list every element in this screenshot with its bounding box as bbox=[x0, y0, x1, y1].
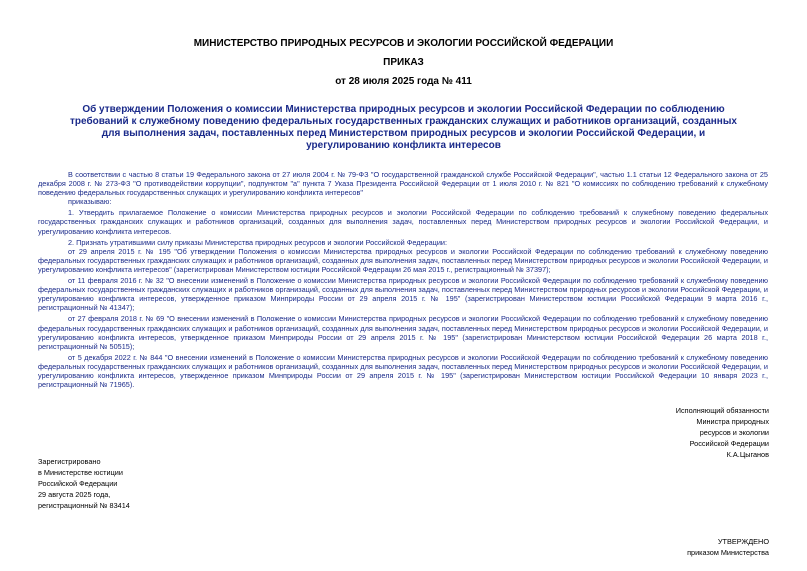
doc-type-title: ПРИКАЗ bbox=[383, 57, 424, 68]
item-1: 1. Утвердить прилагаемое Положение о комиссии Министерства природных ресурсов и экологии Российской Федерации по соблюдению требований к служебному поведению федеральных государственных гражданских служащих и работников организаций, созданных для выполнения задач, поставленных перед Министерством природных ресурсов и экологии Российской Федерации, и урегулированию конфликта интересов. bbox=[38, 208, 768, 236]
repeal-note-3: (зарегистрирован Министерством юстиции Российской Федерации 26 марта 2018 г., регистрационный № 50515); bbox=[38, 332, 768, 351]
registration-line: в Министерстве юстиции bbox=[38, 468, 123, 477]
signature-line: Министра природных bbox=[696, 417, 769, 426]
order-body bbox=[38, 170, 768, 389]
approved-line: приказом Министерства bbox=[687, 548, 769, 557]
repeal-link-3[interactable]: от 27 февраля 2018 г. № 69 "О внесении изменений в Положение о комиссии Министерства природных ресурсов и экологии Российской Федерации по соблюдению требований к служебному поведению федеральных государственных гражданских служащих и работников организаций, созданных для выполнения задач, поставленных перед Министерством природных ресурсов и экологии Российской Федерации, и урегулированию конфликта интересов, утвержденное приказом Минприроды России от 29 апреля 2015 г. № 195" bbox=[38, 314, 768, 342]
signature-block bbox=[676, 405, 769, 460]
signature-line: Российской Федерации bbox=[689, 439, 769, 448]
intro-paragraph: В соответствии с частью 8 статьи 19 Федерального закона от 27 июля 2004 г. № 79-ФЗ "О государственной гражданской службе Российской Федерации", частью 1.1 статьи 12 Федерального закона от 25 декабря 2008 г. № 273-ФЗ "О противодействии коррупции", подпунктом "а" пункта 7 Указа Президента Российской Федерации от 1 июля 2010 г. № 821 "О комиссиях по соблюдению требований к служебному поведению федеральных государственных служащих и урегулированию конфликта интересов" bbox=[38, 170, 768, 198]
order-date-number: от 28 июля 2025 года № 411 bbox=[335, 76, 472, 87]
repeal-item-1 bbox=[38, 247, 768, 274]
item-2: 2. Признать утратившими силу приказы Министерства природных ресурсов и экологии Российской Федерации: bbox=[68, 237, 448, 247]
registration-line: Зарегистрировано bbox=[38, 457, 101, 466]
registration-block bbox=[38, 456, 130, 511]
repeal-link-1[interactable]: от 29 апреля 2015 г. № 195 "Об утверждении Положения о комиссии Министерства природных ресурсов и экологии Российской Федерации по соблюдению требований к служебному поведению федеральных государственных гражданских служащих и работников организаций, созданных для выполнения задач, поставленных перед Министерством природных ресурсов и экологии Российской Федерации, и урегулированию конфликта интересов" bbox=[38, 246, 768, 274]
registration-line: регистрационный № 83414 bbox=[38, 501, 130, 510]
approved-block bbox=[687, 536, 769, 558]
repeal-link-4[interactable]: от 5 декабря 2022 г. № 844 "О внесении изменений в Положение о комиссии Министерства природных ресурсов и экологии Российской Федерации по соблюдению требований к служебному поведению федеральных государственных гражданских служащих и работников организаций, созданных для выполнения задач, поставленных перед Министерством природных ресурсов и экологии Российской Федерации, и урегулированию конфликта интересов, утвержденное приказом Минприроды России от 29 апреля 2015 г. № 195" bbox=[38, 352, 768, 380]
repeal-note-2: (зарегистрирован Министерством юстиции Российской Федерации 9 марта 2016 г., регистрационный № 41347); bbox=[38, 294, 768, 313]
repeal-item-3 bbox=[38, 314, 768, 350]
ministry-name: МИНИСТЕРСТВО ПРИРОДНЫХ РЕСУРСОВ И ЭКОЛОГИИ РОССИЙСКОЙ ФЕДЕРАЦИИ bbox=[193, 38, 614, 49]
order-subject bbox=[70, 104, 737, 152]
repeal-link-2[interactable]: от 11 февраля 2016 г. № 32 "О внесении изменений в Положение о комиссии Министерства природных ресурсов и экологии Российской Федерации по соблюдению требований к служебному поведению федеральных государственных гражданских служащих и работников организаций, созданных для выполнения задач, поставленных перед Министерством природных ресурсов и экологии Российской Федерации, и урегулированию конфликта интересов, утвержденное приказом Минприроды России от 29 апреля 2015 г. № 195" bbox=[38, 276, 768, 304]
subject-link[interactable]: Положения о комиссии Министерства природных ресурсов и экологии Российской Федерации по соблюдению требований к служебному поведению федеральных государственных гражданских служащих и работников организаций, созданных для выполнения задач, поставленных перед Министерством природных ресурсов и экологии Российской Федерации, и урегулированию конфликта интересов bbox=[70, 104, 737, 151]
signatory-name: К.А.Цыганов bbox=[726, 450, 769, 459]
subject-prefix: Об утверждении bbox=[82, 104, 168, 115]
repeal-item-4 bbox=[38, 353, 768, 389]
approved-line: УТВЕРЖДЕНО bbox=[717, 537, 769, 546]
repeal-note-4: (зарегистрирован Министерством юстиции Российской Федерации 10 января 2023 г., регистрационный № 71965). bbox=[38, 370, 769, 390]
repeal-item-2 bbox=[38, 276, 768, 312]
registration-line: 29 августа 2025 года, bbox=[38, 490, 111, 499]
order-word: приказываю: bbox=[68, 197, 112, 207]
repeal-note-1: (зарегистрирован Министерством юстиции Российской Федерации 26 мая 2015 г., регистрационный № 37397); bbox=[171, 264, 551, 274]
signature-line: ресурсов и экологии bbox=[699, 428, 769, 437]
signature-line: Исполняющий обязанности bbox=[675, 406, 769, 415]
registration-line: Российской Федерации bbox=[38, 479, 118, 488]
